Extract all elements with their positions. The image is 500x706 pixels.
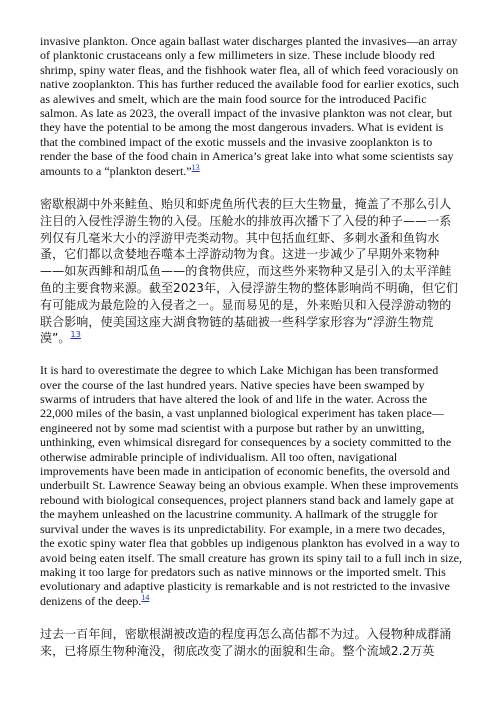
paragraph-text: invasive plankton. Once again ballast water discharges planted the invasives—an array of planktonic crustaceans only a few millimeters in size. These include bloody red shrimp, spiny water fleas, and the fishhook water flea, all of which feed voraciously on native zooplankton. This has further reduced the available food for earlier exotics, such as alewives and smelt, which are the main food source for the introduced Pacific salmon. As late as 2023, the overall impact of the invasive plankton was not clear, but they have the potential to be among the most dangerous invaders. What is evident is that the combined impact of the exotic mussels and the invasive zooplankton is to render the base of the food chain in America’s great lake into what some scientists say amounts to a “plankton desert.”	[40, 34, 459, 178]
paragraph-chinese-plankton	[40, 196, 462, 347]
paragraph-chinese-transformation	[40, 626, 462, 660]
footnote-link[interactable]: 13	[70, 330, 81, 340]
paragraph-text: It is hard to overestimate the degree to which Lake Michigan has been transformed over the course of the last hundred years. Native species have been swamped by swarms of intruders that have altered the look of and life in the water. Across the 22,000 miles of the basin, a vast unplanned biological experiment has taken place—engineered not by some mad scientist with a purpose but rather by an unwitting, unthinking, even whimsical disregard for consequences by a society committed to the otherwise admirable principle of individualism. All too often, navigational improvements have been made in anticipation of economic benefits, the oversold and underbuilt St. Lawrence Seaway being an obvious example. When these improvements rebound with biological consequences, project planners stand back and lamely gape at the mayhem unleashed on the lacustrine community. A hallmark of the struggle for survival under the waves is its unpredictability. For example, in a mere two decades, the exotic spiny water flea that gobbles up indigenous plankton has evolved in a way to avoid being eaten itself. The small creature has grown its spiny tail to a full inch in size, making it too large for predators such as native minnows or the imported smelt. This evolutionary and adaptive plasticity is remarkable and is not restricted to the invasive denizens of the deep.	[40, 363, 462, 608]
paragraph-text: 密歇根湖中外来鲑鱼、贻贝和虾虎鱼所代表的巨大生物量，掩盖了不那么引人注目的入侵性浮游生物的入侵。压舱水的排放再次播下了入侵的种子——一系列仅有几毫米大小的浮游甲壳类动物。其中包括血红虾、多刺水蚤和鱼钩水蚤，它们都以贪婪地吞噬本土浮游动物为食。这进一步减少了早期外来物种——如灰西鲱和胡瓜鱼——的食物供应，而这些外来物种又是引入的太平洋鲑鱼的主要食物来源。截至2023年，入侵浮游生物的整体影响尚不明确，但它们有可能成为最危险的入侵者之一。显而易见的是，外来贻贝和入侵浮游动物的联合影响，使美国这座大湖食物链的基础被一些科学家形容为“浮游生物荒漠”。	[40, 197, 459, 346]
paragraph-english-plankton	[40, 34, 462, 178]
footnote-link[interactable]: 14	[141, 592, 150, 602]
footnote-link[interactable]: 13	[191, 162, 200, 172]
paragraph-text: 过去一百年间，密歇根湖被改造的程度再怎么高估都不为过。入侵物种成群涌来，已将原生物种淹没，彻底改变了湖水的面貌和生命。整个流域2.2万英	[40, 627, 452, 658]
document-page	[40, 34, 462, 676]
paragraph-english-transformation	[40, 363, 462, 608]
